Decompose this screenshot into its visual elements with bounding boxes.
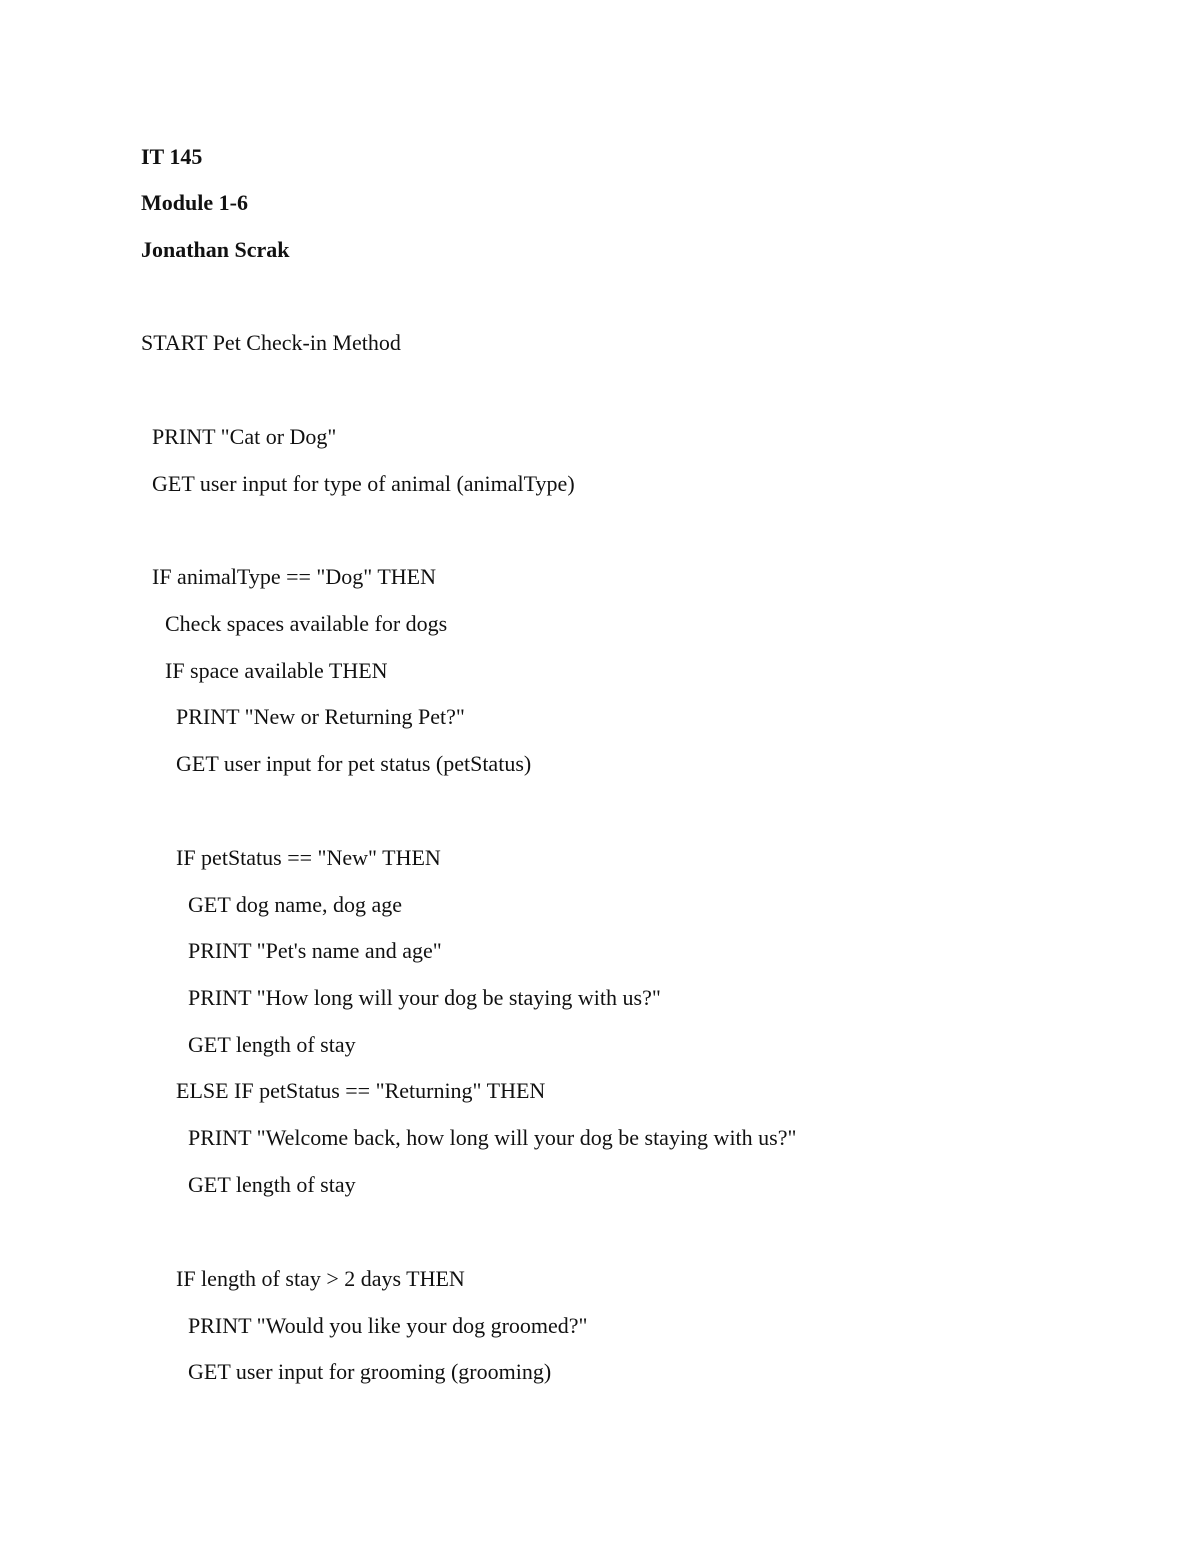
- pseudocode-line: PRINT "New or Returning Pet?": [176, 704, 465, 729]
- pseudocode-line: ELSE IF petStatus == "Returning" THEN: [176, 1078, 546, 1103]
- pseudocode-line: IF animalType == "Dog" THEN: [152, 564, 437, 589]
- module-title: Module 1-6: [141, 190, 248, 215]
- pseudocode-line: GET user input for grooming (grooming): [188, 1359, 552, 1384]
- pseudocode-start: START Pet Check-in Method: [141, 330, 401, 355]
- pseudocode-line: IF petStatus == "New" THEN: [176, 845, 441, 870]
- pseudocode-line: IF length of stay > 2 days THEN: [176, 1266, 465, 1291]
- pseudocode-line: PRINT "Would you like your dog groomed?": [188, 1313, 588, 1338]
- pseudocode-line: IF space available THEN: [165, 658, 388, 683]
- pseudocode-line: PRINT "Cat or Dog": [152, 424, 337, 449]
- pseudocode-line: PRINT "Welcome back, how long will your dog be staying with us?": [188, 1125, 797, 1150]
- pseudocode-line: GET length of stay: [188, 1032, 356, 1057]
- pseudocode-line: GET user input for type of animal (animalType): [152, 471, 575, 496]
- pseudocode-line: PRINT "Pet's name and age": [188, 938, 442, 963]
- pseudocode-line: PRINT "How long will your dog be staying with us?": [188, 985, 661, 1010]
- pseudocode-line: GET length of stay: [188, 1172, 356, 1197]
- pseudocode-line: Check spaces available for dogs: [165, 611, 448, 636]
- course-title: IT 145: [141, 144, 203, 169]
- author-name: Jonathan Scrak: [141, 237, 290, 262]
- pseudocode-line: GET user input for pet status (petStatus): [176, 751, 532, 776]
- pseudocode-line: GET dog name, dog age: [188, 892, 403, 917]
